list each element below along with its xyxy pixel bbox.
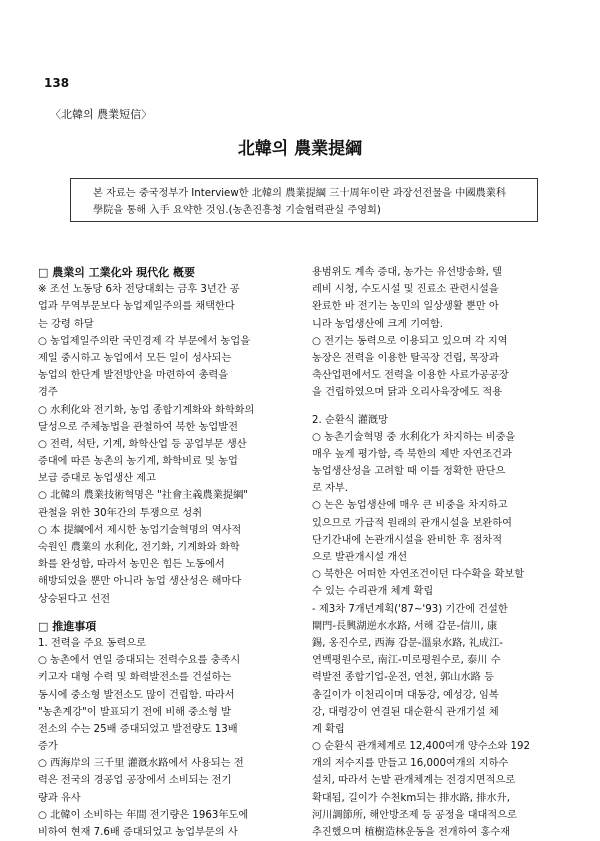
text-line: 농업생산성을 고려할 때 이를 정확한 판단으 — [312, 466, 506, 478]
text-line: ○ 전기는 동력으로 이용되고 있으며 각 지역 — [312, 335, 508, 347]
text-line: 있으므로 가급적 원래의 관개시설을 보완하여 — [312, 517, 512, 529]
text-line: ○ 水利化와 전기화, 농업 종합기계화와 화학화의 — [38, 404, 255, 416]
text-line: 관철을 위한 30年간의 투쟁으로 성취 — [38, 507, 203, 519]
text-line: 로 자부. — [312, 483, 348, 495]
text-line: 단기간내에 논관개시설을 완비한 후 점차적 — [312, 534, 503, 546]
text-line: 개의 저수지를 만들고 16,000여개의 지하수 — [312, 758, 509, 770]
text-line: 강, 대령강이 연결된 대순환식 관개기설 체 — [312, 706, 499, 718]
summary-line: 본 자료는 중국정부가 Interview한 北韓의 農業提綱 三十周年이란 과장선전물을 中國農業科 — [93, 188, 507, 199]
text-line: 전소의 수는 25배 증대되었고 발전량도 13배 — [38, 723, 238, 735]
text-line: ○ 농촌에서 연일 증대되는 전력수요를 충족시 — [38, 655, 241, 667]
spacer — [312, 402, 564, 412]
text-line: 농업의 한단계 발전방안을 마련하여 총력을 — [38, 370, 229, 382]
text-line: 레비 시청, 수도시설 및 진료소 관련시설을 — [312, 284, 499, 296]
text-line: 량과 유사 — [38, 792, 81, 804]
right-column — [312, 264, 564, 841]
section-heading: □ 推進事項 — [38, 619, 97, 633]
text-line: 총길이가 이천리이며 대동강, 예성강, 임복 — [312, 689, 499, 701]
text-line: 河川調節所, 해안방조제 등 공정을 대대적으로 — [312, 809, 517, 821]
text-line: 매우 높게 평가함, 즉 북한의 제반 자연조건과 — [312, 448, 512, 460]
text-line: ○ 순환식 관개체계로 12,400여개 양수소와 192 — [312, 741, 530, 753]
text-line: ○ 本 提綱에서 제시한 농업기술혁명의 역사적 — [38, 524, 242, 536]
text-line: - 제3차 7개년계획('87~'93) 기간에 건설한 — [312, 603, 508, 615]
text-line: 니라 농업생산에 크게 기여함. — [312, 318, 444, 330]
text-line: ※ 조선 노동당 6차 전당대회는 금후 3년간 공 — [38, 284, 240, 296]
text-line: 1. 전력을 주요 동력으로 — [38, 637, 147, 649]
text-line: "농촌계강"이 발표되기 전에 비해 중소형 발 — [38, 706, 231, 718]
text-line: 농장은 전력을 이용한 탈곡장 건립, 목장과 — [312, 352, 499, 364]
series-label: 〈北韓의 農業短信〉 — [50, 108, 153, 121]
text-line: 설치, 따라서 논밭 관개체계는 전경지면적으로 — [312, 775, 516, 787]
text-line: ○ 논은 농업생산에 매우 큰 비중을 차지하고 — [312, 500, 508, 512]
text-line: 화를 완성함, 따라서 농민은 힘든 노동에서 — [38, 559, 225, 571]
text-line: 완료한 바 전기는 농민의 일상생활 뿐만 아 — [312, 301, 499, 313]
text-line: 을 건립하였으며 닭과 오리사육장에도 적용 — [312, 387, 503, 399]
text-line: 는 강령 하달 — [38, 318, 94, 330]
text-line: 비하여 현재 7.6배 증대되었고 농업부문의 사 — [38, 827, 238, 838]
text-line: ○ 농촌기술혁명 중 水利化가 차지하는 비중을 — [312, 431, 516, 443]
text-line: 증대에 따른 농촌의 농기계, 화학비료 및 농업 — [38, 456, 238, 468]
text-line: 閘門-長興湖逆水水路, 서해 갑문-信川, 康 — [312, 620, 498, 632]
spacer — [38, 608, 300, 618]
text-line: 확대됨, 길이가 수천km되는 排水路, 排水升, — [312, 792, 511, 804]
summary-box — [70, 178, 538, 222]
text-line: 용범위도 계속 증대, 농가는 유선방송화, 텔 — [312, 267, 502, 278]
text-line: 키고자 대형 수력 및 화력발전소를 건설하는 — [38, 672, 232, 684]
text-line: 해방되었을 뿐만 아니라 농업 생산성은 해마다 — [38, 576, 242, 588]
text-line: ○ 北韓이 소비하는 年間 전기량은 1963年도에 — [38, 809, 249, 821]
text-line: 숙원인 農業의 水利化, 전기화, 기계화와 화학 — [38, 542, 240, 553]
text-line: ○ 西海岸의 三千里 灌漑水路에서 사용되는 전 — [38, 758, 244, 770]
text-line: 달성으로 주체농법을 관철하여 북한 농업발전 — [38, 421, 238, 433]
text-line: ○ 전력, 석탄, 기계, 화학산업 등 공업부문 생산 — [38, 438, 247, 450]
section-heading: □ 農業의 工業化와 現代化 槪要 — [38, 266, 195, 279]
text-line: 상승된다고 선전 — [38, 593, 111, 605]
text-line: ○ 농업제일주의란 국민경제 각 부문에서 농업을 — [38, 335, 251, 347]
text-line: ○ 北韓의 農業技術혁명은 "社會主義農業提綱" — [38, 490, 248, 502]
text-line: 연백평원수로, 南江-미로평원수로, 泰川 수 — [312, 655, 501, 667]
text-line: 보급 증대로 농업생산 제고 — [38, 473, 156, 485]
text-line: 축산업편에서도 전력을 이용한 사료가공공장 — [312, 370, 509, 382]
text-line: 2. 순환식 灌漑망 — [312, 414, 388, 426]
text-line: 경주 — [38, 387, 58, 399]
text-line: 錫, 옹진수로, 西海 갑문-溫泉水路, 礼成江- — [312, 637, 503, 649]
text-line: 추진했으며 植樹造林운동을 전개하여 홍수재 — [312, 827, 511, 838]
text-line: ○ 북한은 어떠한 자연조건이던 다수확을 확보할 — [312, 569, 525, 581]
page-title: 北韓의 農業提綱 — [237, 139, 363, 159]
text-line: 업과 무역부문보다 농업제일주의를 채택한다 — [38, 301, 235, 313]
text-line: 동시에 중소형 발전소도 많이 건립함. 따라서 — [38, 689, 235, 701]
text-line: 증가 — [38, 741, 58, 753]
summary-line: 學院을 통해 入手 요약한 것임.(농촌진흥청 기술협력관실 주영회) — [93, 205, 381, 216]
left-column — [38, 264, 300, 841]
page-number: 138 — [44, 76, 70, 90]
text-line: 수 있는 수리관개 체계 확립 — [312, 586, 434, 598]
text-line: 력발전 종합기업-운전, 연천, 郭山水路 등 — [312, 672, 494, 684]
text-line: 제일 중시하고 농업에서 모든 일이 성사되는 — [38, 352, 232, 364]
text-line: 으로 발관개시설 개선 — [312, 552, 408, 563]
text-line: 력은 전국의 경공업 공장에서 소비되는 전기 — [38, 775, 232, 787]
text-line: 계 확립 — [312, 723, 345, 735]
